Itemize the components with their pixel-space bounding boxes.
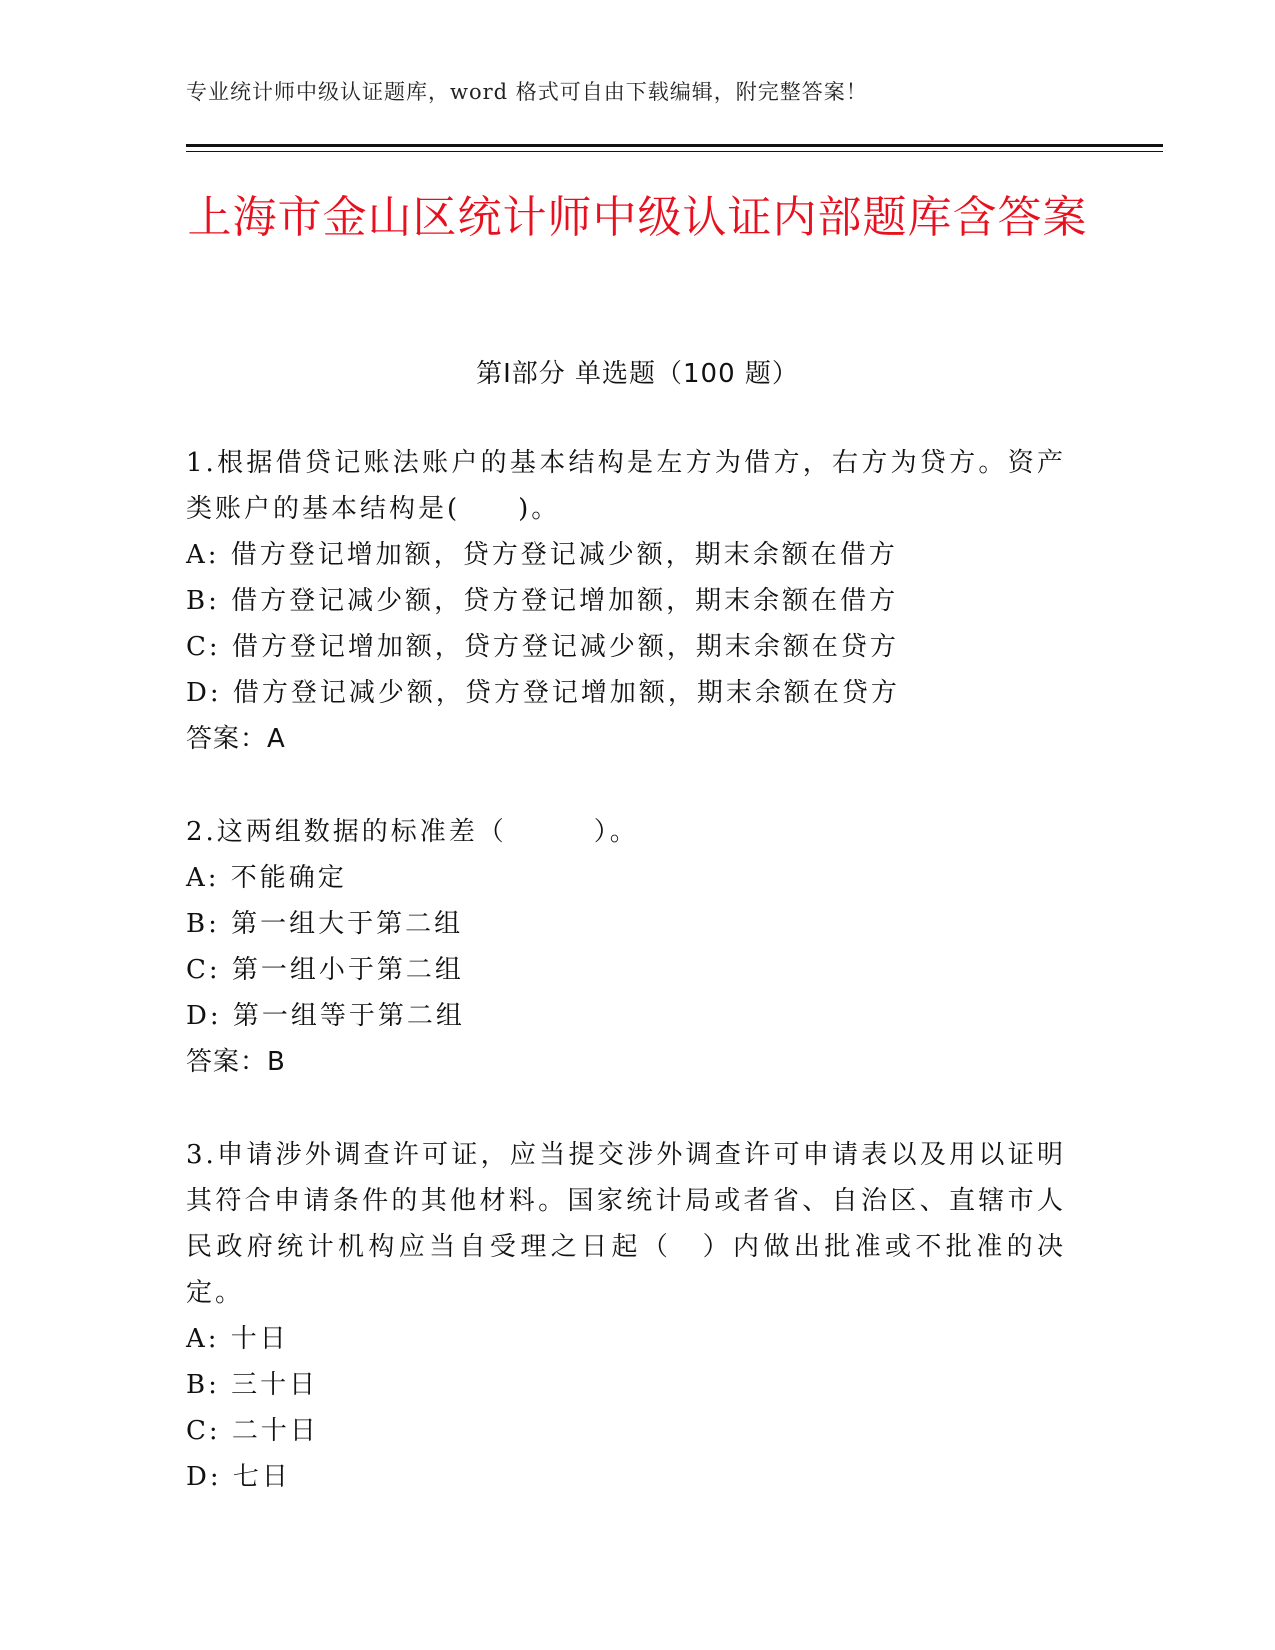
document-title: 上海市金山区统计师中级认证内部题库含答案: [187, 192, 1088, 243]
option-a: A: 借方登记增加额，贷方登记减少额，期末余额在借方: [186, 540, 898, 570]
answer: 答案：A: [186, 724, 286, 754]
option-a: A: 十日: [186, 1324, 289, 1354]
answer: 答案：B: [186, 1047, 286, 1077]
question-stem: 2.这两组数据的标准差（ ）。: [186, 817, 639, 847]
question-stem: 1.根据借贷记账法账户的基本结构是左方为借方，右方为贷方。资产类账户的基本结构是( )。: [186, 448, 1066, 524]
option-b: B: 借方登记减少额，贷方登记增加额，期末余额在借方: [186, 586, 899, 616]
option-d: D: 第一组等于第二组: [186, 1001, 465, 1031]
question-list: [186, 440, 1066, 1547]
question-2: [186, 809, 1066, 1085]
option-c: C: 第一组小于第二组: [186, 955, 464, 985]
option-c: C: 借方登记增加额，贷方登记减少额，期末余额在贷方: [186, 632, 899, 662]
option-d: D: 七日: [186, 1462, 291, 1492]
option-a: A: 不能确定: [186, 863, 347, 893]
section-title: 第Ⅰ部分 单选题（100 题）: [476, 359, 799, 389]
header-rule-thick: [186, 144, 1163, 147]
question-3: [186, 1132, 1066, 1500]
option-c: C: 二十日: [186, 1416, 319, 1446]
option-b: B: 第一组大于第二组: [186, 909, 464, 939]
header-rule-thin: [186, 151, 1163, 152]
question-stem: 3.申请涉外调查许可证，应当提交涉外调查许可申请表以及用以证明其符合申请条件的其他材料。国家统计局或者省、自治区、直辖市人民政府统计机构应当自受理之日起（ ）内做出批准或不批准的决定。: [186, 1140, 1066, 1308]
question-1: [186, 440, 1066, 762]
option-b: B: 三十日: [186, 1370, 319, 1400]
header-note: 专业统计师中级认证题库，word 格式可自由下载编辑，附完整答案！: [186, 80, 868, 104]
option-d: D: 借方登记减少额，贷方登记增加额，期末余额在贷方: [186, 678, 900, 708]
